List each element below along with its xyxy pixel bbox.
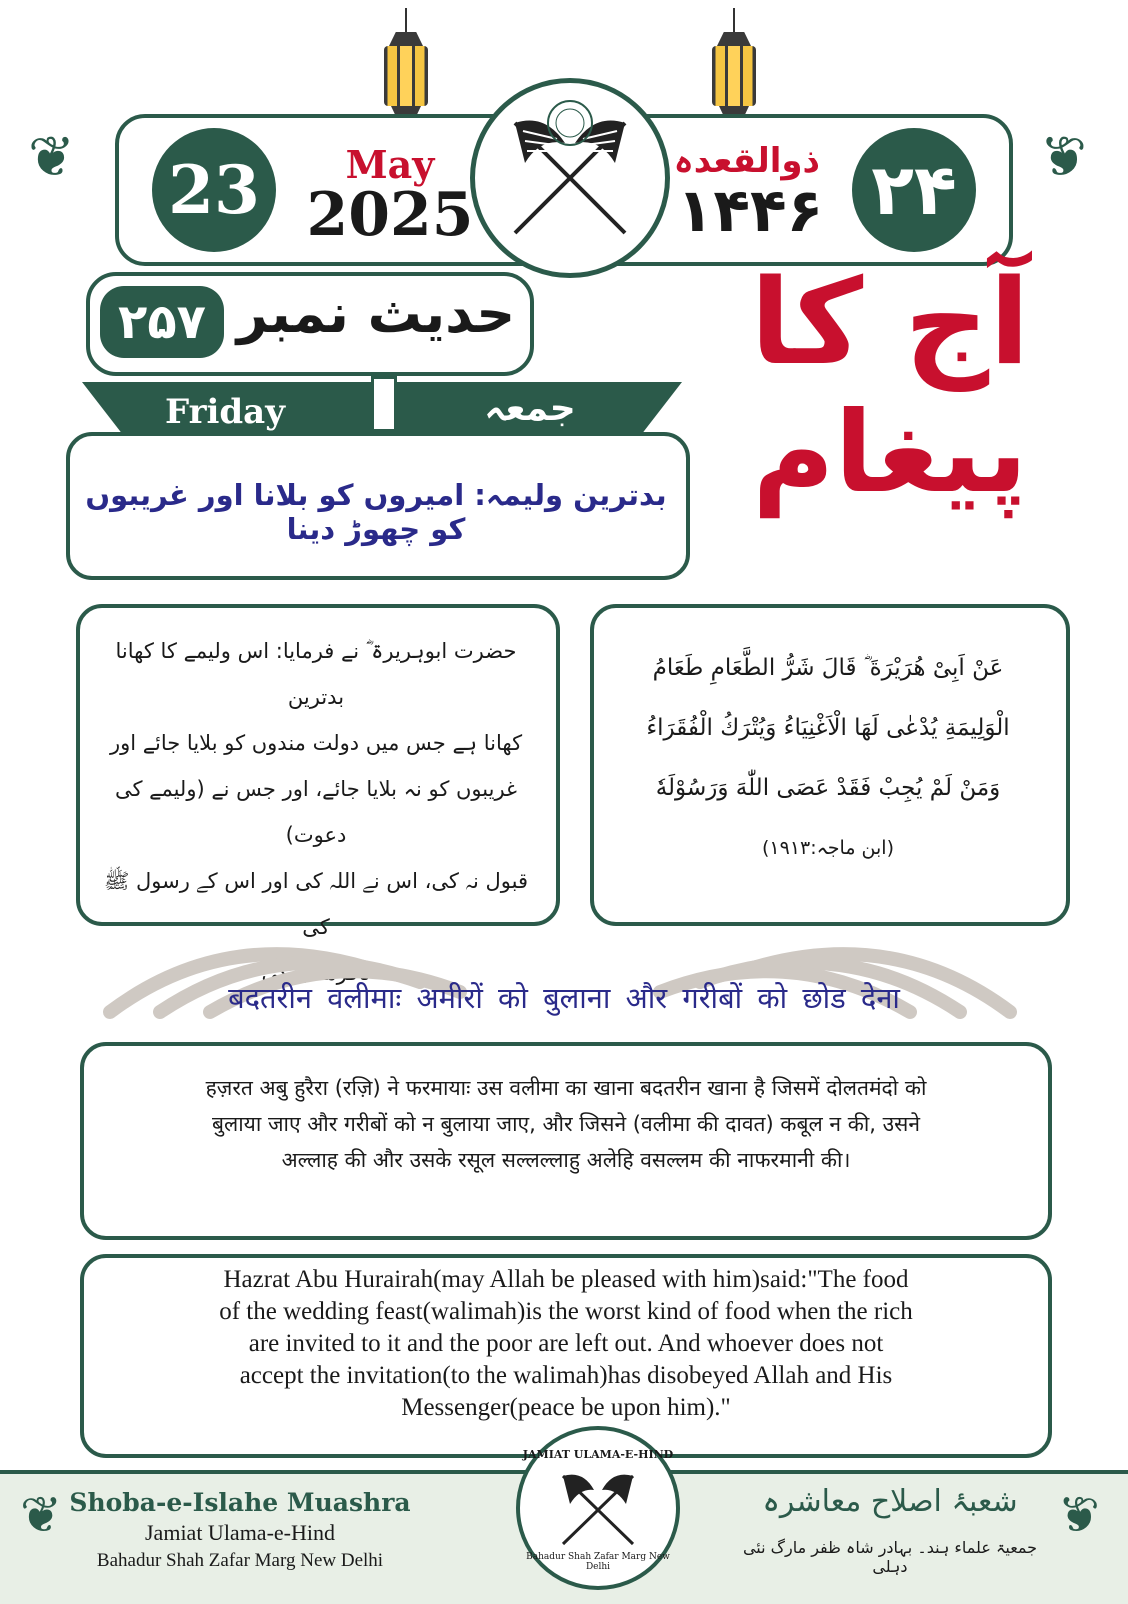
english-text-line1: Hazrat Abu Hurairah(may Allah be pleased with him)said:"The food [223, 1266, 909, 1293]
day-banner-divider [371, 376, 397, 432]
english-text-line3: are invited to it and the poor are left out. And whoever does not [248, 1330, 884, 1357]
hijri-day-circle [852, 128, 976, 252]
arabic-line3: وَمَنْ لَمْ يُجِبْ فَقَدْ عَصَى اللّٰهَ وَرَسُوْلَهٗ [655, 775, 1001, 801]
hindi-text-line1: हज़रत अबु हुरैरा (रज़ि) ने फरमायाः उस वलीमा का खाना बदतरीन खाना है जिसमें दोलतमंदो को [205, 1076, 927, 1100]
hadith-number: ۲۵۷ [118, 294, 206, 350]
urdu-translation-line3: غریبوں کو نہ بلایا جائے، اور جس نے (ولیمے کی دعوت) [114, 777, 518, 847]
english-text-line2: of the wedding feast(walimah)is the worst kind of food when the rich [219, 1298, 913, 1325]
hindi-text [94, 1070, 1038, 1178]
footer-seal-bottom-text: Bahadur Shah Zafar Marg New Delhi [526, 1552, 670, 1572]
title-line1: آج کا [750, 253, 1030, 391]
gregorian-month: May [345, 142, 435, 187]
gregorian-day-circle [152, 128, 276, 252]
urdu-translation-line4: قبول نہ کی، اس نے اللہ کی اور اس کے رسول ﷺ کی [103, 869, 529, 939]
urdu-translation-line1: حضرت ابوہریرۃ ؓ نے فرمایا: اس ولیمے کا کھانا بدترین [115, 639, 517, 709]
arabic-text-box [590, 604, 1070, 926]
urdu-heading: بدترین ولیمہ: امیروں کو بلانا اور غریبوں کو چھوڑ دینا [85, 478, 667, 546]
arabic-line2: الْوَلِيمَةِ يُدْعٰى لَهَا الْاَغْنِيَاءُ وَيُتْرَكُ الْفُقَرَاءُ [646, 715, 1010, 741]
arabic-text [606, 638, 1050, 878]
hadith-number-pill [100, 286, 224, 358]
footer-urdu-sub: جمعیۃ علماء ہند۔ بہادر شاہ ظفر مارگ نئی دہلی [742, 1538, 1038, 1576]
hindi-text-box [80, 1042, 1052, 1240]
left-lantern-icon [381, 8, 431, 122]
gregorian-year: 2025 [306, 180, 474, 250]
english-text-box [80, 1254, 1052, 1458]
arabic-reference: (ابن ماجہ:۱۹۱۳) [762, 837, 894, 859]
day-english: Friday [165, 392, 285, 432]
hindi-text-line3: अल्लाह की और उसके रसूल सल्लल्लाहु अलेहि वसल्लम की नाफरमानी की। [281, 1148, 851, 1172]
hadith-number-label: حدیث نمبر [236, 282, 516, 345]
urdu-translation-box [76, 604, 560, 985]
english-text-line4: accept the invitation(to the walimah)has disobeyed Allah and His [239, 1362, 893, 1389]
footer-urdu-title: شعبۂ اصلاح معاشرہ [762, 1484, 1018, 1519]
center-emblem [470, 78, 670, 278]
hijri-year: ۱۴۴۶ [676, 176, 824, 246]
hijri-day: ۲۴ [871, 149, 957, 231]
urdu-translation-line5: نافرمانی کی [261, 961, 371, 985]
footer-seal [516, 1426, 680, 1590]
hadith-number-box [86, 272, 534, 376]
footer-left-flourish-icon: ❦ [20, 1486, 62, 1544]
footer-crossed-flags-icon [548, 1466, 648, 1550]
footer-right-flourish-icon: ❦ [1058, 1486, 1100, 1544]
arabic-line1: عَنْ اَبِیْ هُرَيْرَةَ ؓ قَالَ شَرُّ الطَّعَامِ طَعَامُ [652, 655, 1004, 681]
left-flourish-icon: ❦ [28, 125, 75, 190]
urdu-heading-box [66, 432, 690, 580]
footer-org-sub: Jamiat Ulama-e-Hind [145, 1520, 335, 1545]
hijri-month: ذوالقعدہ [673, 141, 820, 181]
right-lantern-icon [709, 8, 759, 122]
hindi-text-line2: बुलाया जाए और गरीबों को न बुलाया जाए, और जिसने (वलीमा की दावत) कबूल न की, उसने [212, 1112, 920, 1136]
footer-org-title: Shoba-e-Islahe Muashra [69, 1488, 411, 1517]
footer-address: Bahadur Shah Zafar Marg New Delhi [96, 1550, 384, 1571]
gregorian-day: 23 [168, 151, 260, 229]
english-text-line5: Messenger(peace be upon him)." [401, 1394, 731, 1421]
hindi-heading: बदतरीन वलीमाः अमीरों को बुलाना और गरीबों को छोड देना [228, 981, 900, 1015]
crossed-flags-icon [475, 83, 665, 273]
english-text [94, 1264, 1038, 1424]
day-urdu: جمعہ [484, 388, 576, 429]
urdu-translation-line2: کھانا ہے جس میں دولت مندوں کو بلایا جائے اور [109, 731, 523, 755]
right-flourish-icon: ❦ [1040, 125, 1087, 190]
footer-seal-top-text: JAMIAT ULAMA-E-HIND [522, 1448, 674, 1461]
title-line2: پیغام [752, 388, 1028, 518]
